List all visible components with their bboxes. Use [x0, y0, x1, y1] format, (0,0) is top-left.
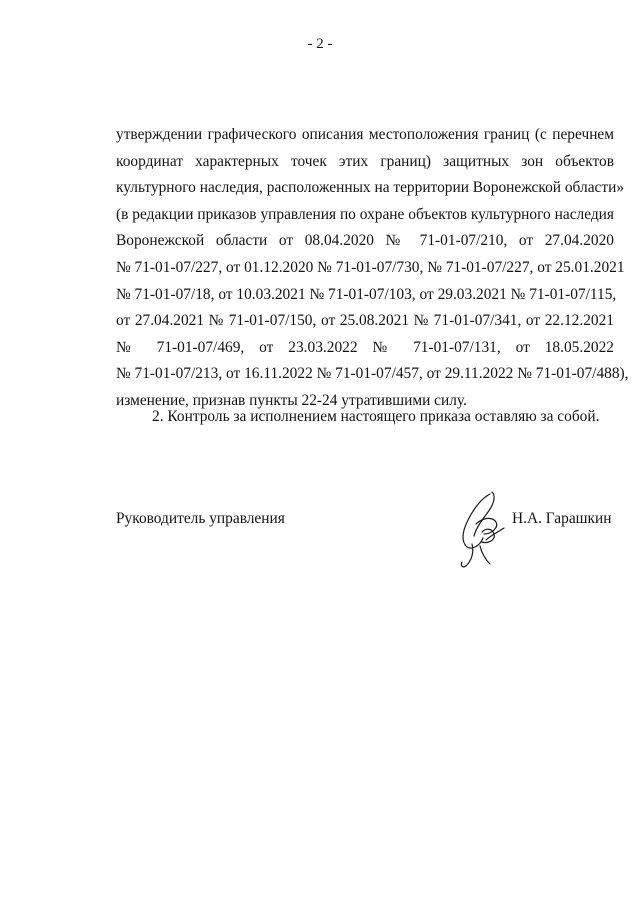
text-line: координат характерных точек этих границ) защитных зон объектов: [116, 152, 614, 170]
page-number: - 2 -: [307, 36, 333, 52]
paragraph-point-2: 2. Контроль за исполнением настоящего приказа оставляю за собой.: [152, 408, 600, 425]
text-line: Воронежской области от 08.04.2020 № 71-01-07/210, от 27.04.2020: [116, 232, 614, 250]
signer-title: Руководитель управления: [116, 510, 285, 527]
signer-name: Н.А. Гарашкин: [512, 510, 612, 527]
text-line: № 71-01-07/18, от 10.03.2021 № 71-01-07/103, от 29.03.2021 № 71-01-07/115,: [116, 285, 617, 303]
text-line: № 71-01-07/213, от 16.11.2022 № 71-01-07/457, от 29.11.2022 № 71-01-07/488),: [116, 365, 629, 383]
text-line: № 71-01-07/469, от 23.03.2022 № 71-01-07/131, от 18.05.2022: [116, 338, 614, 356]
body-paragraph: [116, 122, 629, 415]
text-line: (в редакции приказов управления по охране объектов культурного наследия: [116, 205, 614, 223]
text-line: № 71-01-07/227, от 01.12.2020 № 71-01-07/730, № 71-01-07/227, от 25.01.2021: [116, 258, 625, 276]
text-line: от 27.04.2021 № 71-01-07/150, от 25.08.2021 № 71-01-07/341, от 22.12.2021: [116, 312, 614, 330]
signature-icon: [452, 488, 512, 570]
text-line: изменение, признав пункты 22-24 утратившими силу.: [116, 391, 467, 409]
handwritten-signature: [452, 488, 512, 570]
text-line: утверждении графического описания местоположения границ (с перечнем: [116, 126, 614, 143]
text-line: культурного наследия, расположенных на территории Воронежской области»: [116, 179, 625, 197]
